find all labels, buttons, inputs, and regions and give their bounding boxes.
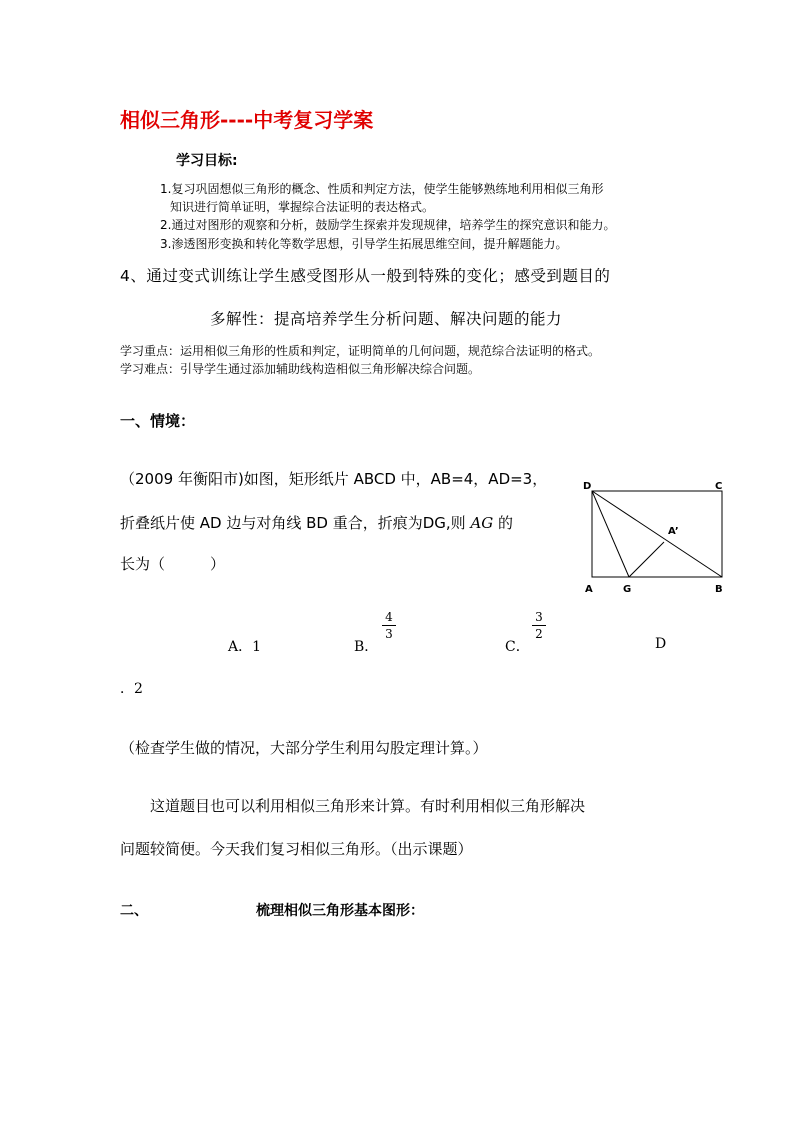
paragraph-line-2: 问题较简便。今天我们复习相似三角形。（出示课题）	[120, 840, 473, 858]
problem-line-1: （2009 年衡阳市)如图，矩形纸片 ABCD 中，AB=4，AD=3，	[120, 470, 548, 488]
rectangle-figure	[580, 478, 730, 603]
goal-item-4-line1: 4、通过变式训练让学生感受图形从一般到特殊的变化；感受到题目的	[120, 267, 611, 285]
fraction-numerator: 4	[385, 610, 393, 624]
label-a: A	[585, 584, 593, 595]
problem-line-2	[120, 512, 513, 533]
goal-item-4-line2: 多解性：提高培养学生分析问题、解决问题的能力	[210, 310, 563, 328]
goals-heading: 学习目标:	[176, 153, 238, 169]
label-c: C	[715, 481, 723, 492]
label-d: D	[583, 481, 592, 492]
fraction-denominator: 2	[535, 627, 543, 641]
option-a: A．1	[228, 639, 262, 655]
option-b: B．	[354, 639, 379, 655]
difficult-point: 学习难点：引导学生通过添加辅助线构造相似三角形解决综合问题。	[120, 362, 481, 376]
key-point: 学习重点：运用相似三角形的性质和判定，证明简单的几何问题，规范综合法证明的格式。	[120, 344, 601, 358]
label-b: B	[715, 584, 723, 595]
fraction-three-halves	[532, 610, 546, 641]
page-title: 相似三角形----中考复习学案	[120, 108, 374, 132]
goal-item-3: 3.渗透图形变换和转化等数学思想，引导学生拓展思维空间，提升解题能力。	[160, 237, 568, 251]
paragraph-line-1: 这道题目也可以利用相似三角形来计算。有时利用相似三角形解决	[150, 797, 586, 815]
segment-ga-prime	[629, 542, 664, 577]
fold-line-dg	[592, 491, 629, 577]
section-2-heading: 梳理相似三角形基本图形：	[256, 903, 424, 919]
option-c: C．	[505, 639, 530, 655]
label-g: G	[623, 584, 632, 595]
fraction-bar	[382, 625, 396, 626]
fraction-denominator: 3	[385, 627, 393, 641]
section-2-number: 二、	[120, 903, 148, 919]
teacher-note: （检查学生做的情况，大部分学生利用勾股定理计算。）	[120, 739, 488, 757]
goal-item-1: 1.复习巩固想似三角形的概念、性质和判定方法，使学生能够熟练地利用相似三角形	[160, 182, 604, 196]
option-d-value: ．2	[120, 681, 143, 697]
option-d: D	[655, 636, 667, 652]
fraction-numerator: 3	[535, 610, 543, 624]
fraction-bar	[532, 625, 546, 626]
diagonal-bd	[592, 491, 722, 577]
label-a-prime: A’	[668, 526, 679, 537]
goal-item-2: 2.通过对图形的观察和分析，鼓励学生探索并发现规律，培养学生的探究意识和能力。	[160, 218, 616, 232]
problem-line-2-text: 折叠纸片使 AD 边与对角线 BD 重合，折痕为DG,则	[120, 514, 471, 532]
segment-ag: AG	[470, 514, 494, 532]
fraction-four-thirds	[382, 610, 396, 641]
section-1-heading: 一、情境：	[120, 412, 196, 430]
problem-line-3: 长为（ ）	[120, 555, 226, 573]
goal-item-1-cont: 知识进行简单证明，掌握综合法证明的表达格式。	[170, 200, 435, 214]
problem-line-2-end: 的	[493, 514, 514, 532]
